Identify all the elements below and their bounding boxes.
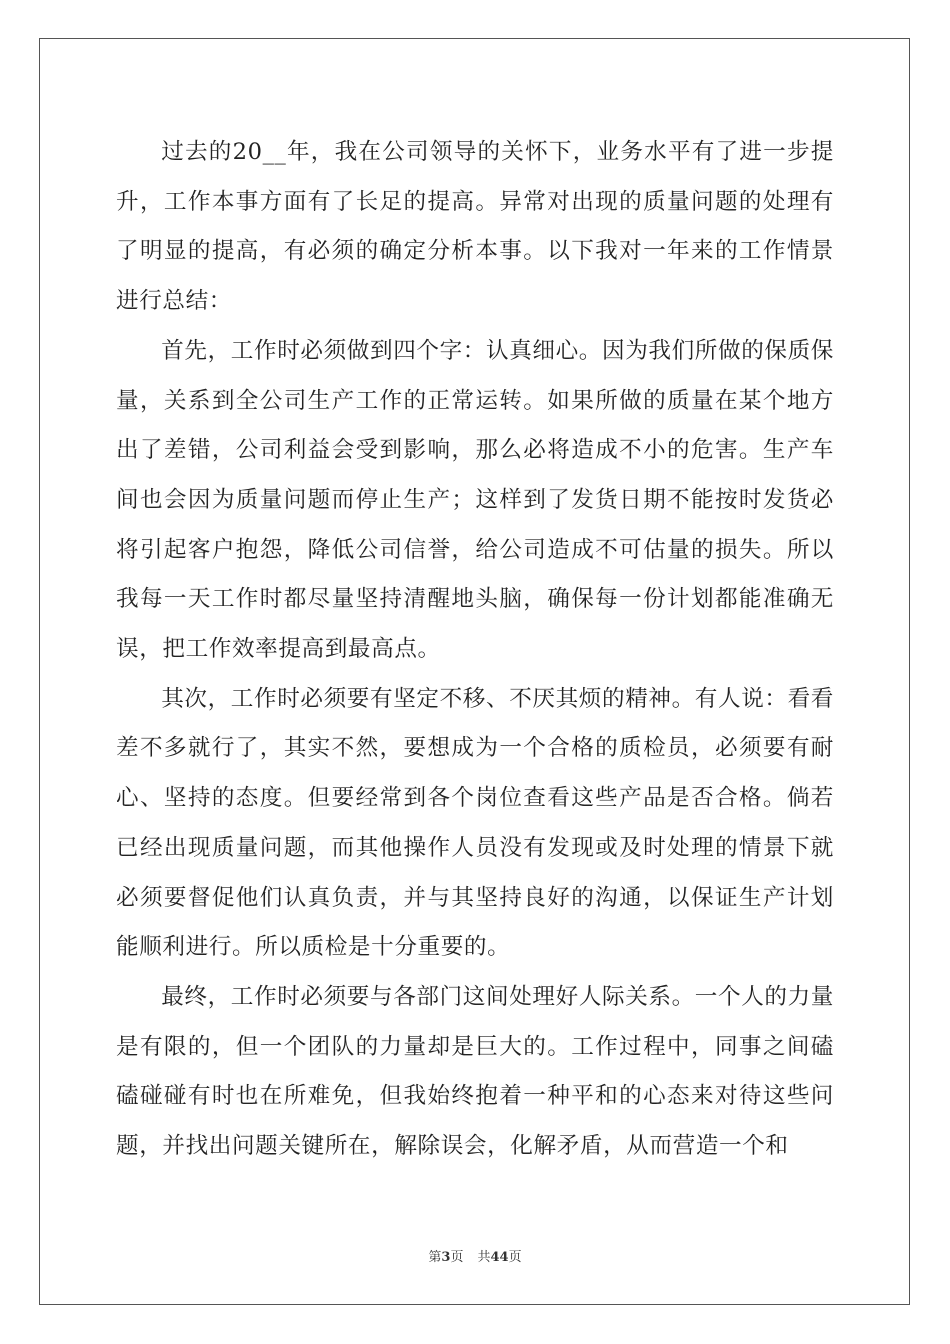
page-prefix: 第 [428,1250,442,1265]
page-footer [0,1246,950,1265]
paragraph-second-point: 其次，工作时必须要有坚定不移、不厌其烦的精神。有人说：看看差不多就行了，其实不然，要想成为一个合格的质检员，必须要有耐心、坚持的态度。但要经常到各个岗位查看这些产品是否合格。倘若已经出现质量问题，而其他操作人员没有发现或及时处理的情景下就必须要督促他们认真负责，并与其坚持良好的沟通，以保证生产计划能顺利进行。所以质检是十分重要的。 [116,685,834,961]
document-body [116,128,834,1172]
total-pages: 44 [490,1250,509,1265]
paragraph-final-point: 最终，工作时必须要与各部门这间处理好人际关系。一个人的力量是有限的，但一个团队的力量却是巨大的。工作过程中，同事之间磕磕碰碰有时也在所难免，但我始终抱着一种平和的心态来对待这些问题，并找出问题关键所在，解除误会，化解矛盾，从而营造一个和 [116,983,834,1160]
total-prefix: 共 [477,1250,491,1265]
paragraph-first-point: 首先，工作时必须做到四个字：认真细心。因为我们所做的保质保量，关系到全公司生产工作的正常运转。如果所做的质量在某个地方出了差错，公司利益会受到影响，那么必将造成不小的危害。生产车间也会因为质量问题而停止生产；这样到了发货日期不能按时发货必将引起客户抱怨，降低公司信誉，给公司造成不可估量的损失。所以我每一天工作时都尽量坚持清醒地头脑，确保每一份计划都能准确无误，把工作效率提高到最高点。 [116,337,834,663]
page-suffix: 页 [450,1250,464,1265]
page-number: 3 [441,1250,451,1265]
total-suffix: 页 [508,1250,522,1265]
paragraph-intro: 过去的20__年，我在公司领导的关怀下，业务水平有了进一步提升，工作本事方面有了长足的提高。异常对出现的质量问题的处理有了明显的提高，有必须的确定分析本事。以下我对一年来的工作情景进行总结： [116,139,834,315]
